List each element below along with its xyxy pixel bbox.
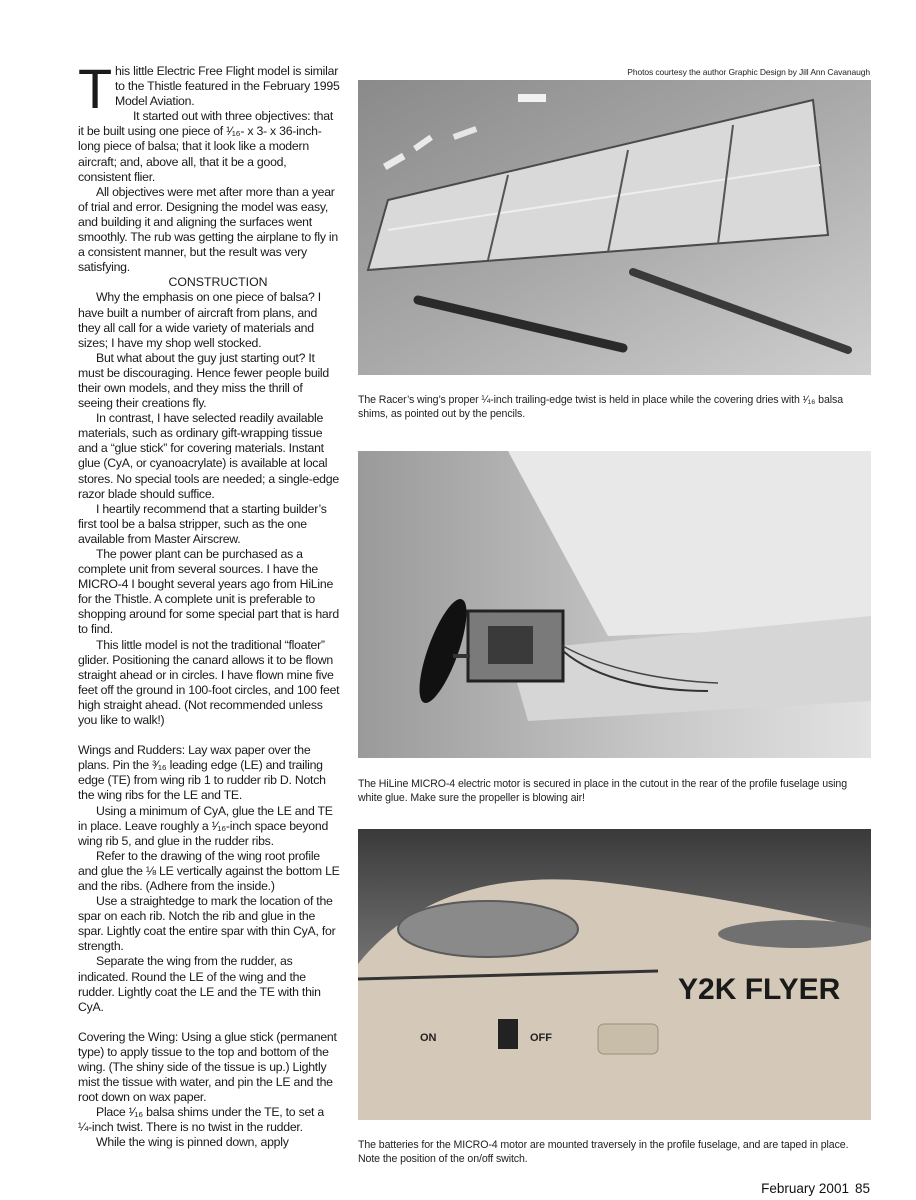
issue-date: February 2001: [761, 1181, 849, 1196]
motor-photo-image: [358, 451, 871, 758]
page-footer: [755, 1181, 870, 1196]
construction-paragraph-6: This little model is not the traditional “floater” glider. Positioning the canard allows it to be flown straight ahead or in circles. I have flown mine five feet off the ground in 100-foot circles, and 100 feet high straight ahead. (Not recommended unless you like to walk!): [78, 637, 340, 728]
fuselage-photo-image: [358, 829, 871, 1120]
covering-paragraph-lead: Covering the Wing: Using a glue stick (permanent type) to apply tissue to the top and bottom of the wing. (The shiny side of the tissue is up.) Lightly mist the tissue with water, and pin the LE and the root down on wax paper.: [78, 1029, 337, 1105]
switch-on-label: ON: [420, 1032, 437, 1044]
fuselage-label: Y2K FLYER: [678, 973, 841, 1006]
covering-paragraph-1: Place ¹⁄₁₆ balsa shims under the TE, to set a ¼-inch twist. There is no twist in the rudder.: [78, 1105, 324, 1135]
fuselage-photo: [358, 829, 871, 1120]
article-column: [78, 57, 340, 1151]
wings-paragraph-1: Using a minimum of CyA, glue the LE and TE in place. Leave roughly a ¹⁄₁₆-inch space beyond wing rib 5, and glue in the rudder ribs.: [78, 803, 333, 848]
construction-paragraph-4: I heartily recommend that a starting builder’s first tool be a balsa stripper, such as the one available from Master Airscrew.: [78, 501, 327, 546]
construction-paragraph-1: Why the emphasis on one piece of balsa? I have built a number of aircraft from plans, and they all call for a wide variety of materials and sizes; I have my shop well stocked.: [78, 290, 321, 350]
wings-paragraph-3: Use a straightedge to mark the location of the spar on each rib. Notch the rib and glue in the spar. Lightly coat the entire spar with thin CyA, for strength.: [78, 894, 336, 954]
construction-paragraph-3: In contrast, I have selected readily available materials, such as ordinary gift-wrapping tissue and a “glue stick” for covering materials. Instant glue (CyA, or cyanoacrylate) is available at local stores. No special tools are needed; a single-edge razor blade should suffice.: [78, 411, 339, 501]
wings-paragraph-lead: Wings and Rudders: Lay wax paper over the plans. Pin the ³⁄₁₆ leading edge (LE) and trailing edge (TE) from wing rib 1 to rudder rib D. Notch the wing ribs for the LE and TE.: [78, 743, 326, 803]
wings-paragraph-2: Refer to the drawing of the wing root profile and glue the ⅛ LE vertically against the bottom LE and the ribs. (Adhere from the inside.): [78, 848, 340, 893]
page-number: 85: [854, 1181, 870, 1196]
section-heading: CONSTRUCTION: [168, 275, 268, 290]
construction-paragraph-2: But what about the guy just starting out? It must be discouraging. Hence fewer people build their own models, and they miss the thrill of seeing their creations fly.: [78, 350, 329, 411]
photo-credit: Photos courtesy the author Graphic Design by Jill Ann Cavanaugh: [627, 67, 870, 77]
wing-photo-caption: The Racer’s wing’s proper ¼-inch trailing-edge twist is held in place while the covering dries with ¹⁄₁₆ balsa shims, as pointed out by the pencils.: [358, 394, 843, 420]
switch-off-label: OFF: [530, 1032, 552, 1044]
wings-paragraph-4: Separate the wing from the rudder, as indicated. Round the LE of the wing and the rudder. Lightly coat the LE and the TE with thin CyA.: [78, 954, 321, 1014]
intro-paragraph-2: It started out with three objectives: that it be built using one piece of ¹⁄₁₆- x 3- x 36-inch-long piece of balsa; that it look like a modern aircraft; and, above all, that it be a good, consistent flier.: [78, 109, 333, 184]
intro-paragraph-3: All objectives were met after more than a year of trial and error. Designing the model was easy, and building it and aligning the surfaces went smoothly. The rub was getting the airplane to fly in a consistent manner, but the result was very satisfying.: [78, 184, 338, 275]
construction-paragraph-5: The power plant can be purchased as a complete unit from several sources. I have the MICRO-4 I bought several years ago from HiLine for the Thistle. A complete unit is preferable to shopping around for some special part that is hard to find.: [78, 547, 339, 637]
motor-photo-caption: The HiLine MICRO-4 electric motor is secured in place in the cutout in the rear of the profile fuselage using white glue. Make sure the propeller is blowing air!: [358, 778, 848, 804]
motor-photo: [358, 451, 871, 758]
covering-paragraph-2: While the wing is pinned down, apply: [96, 1135, 289, 1150]
wing-photo-image: [358, 80, 871, 375]
drop-cap: T: [78, 57, 112, 120]
wing-photo: [358, 80, 871, 375]
fuselage-photo-caption: The batteries for the MICRO-4 motor are mounted traversely in the profile fuselage, and are taped in place. Note the position of the on/off switch.: [358, 1139, 849, 1165]
intro-paragraph-1: This little Electric Free Flight model is similar to the Thistle featured in the February 1995 Model Aviation.: [78, 57, 340, 120]
